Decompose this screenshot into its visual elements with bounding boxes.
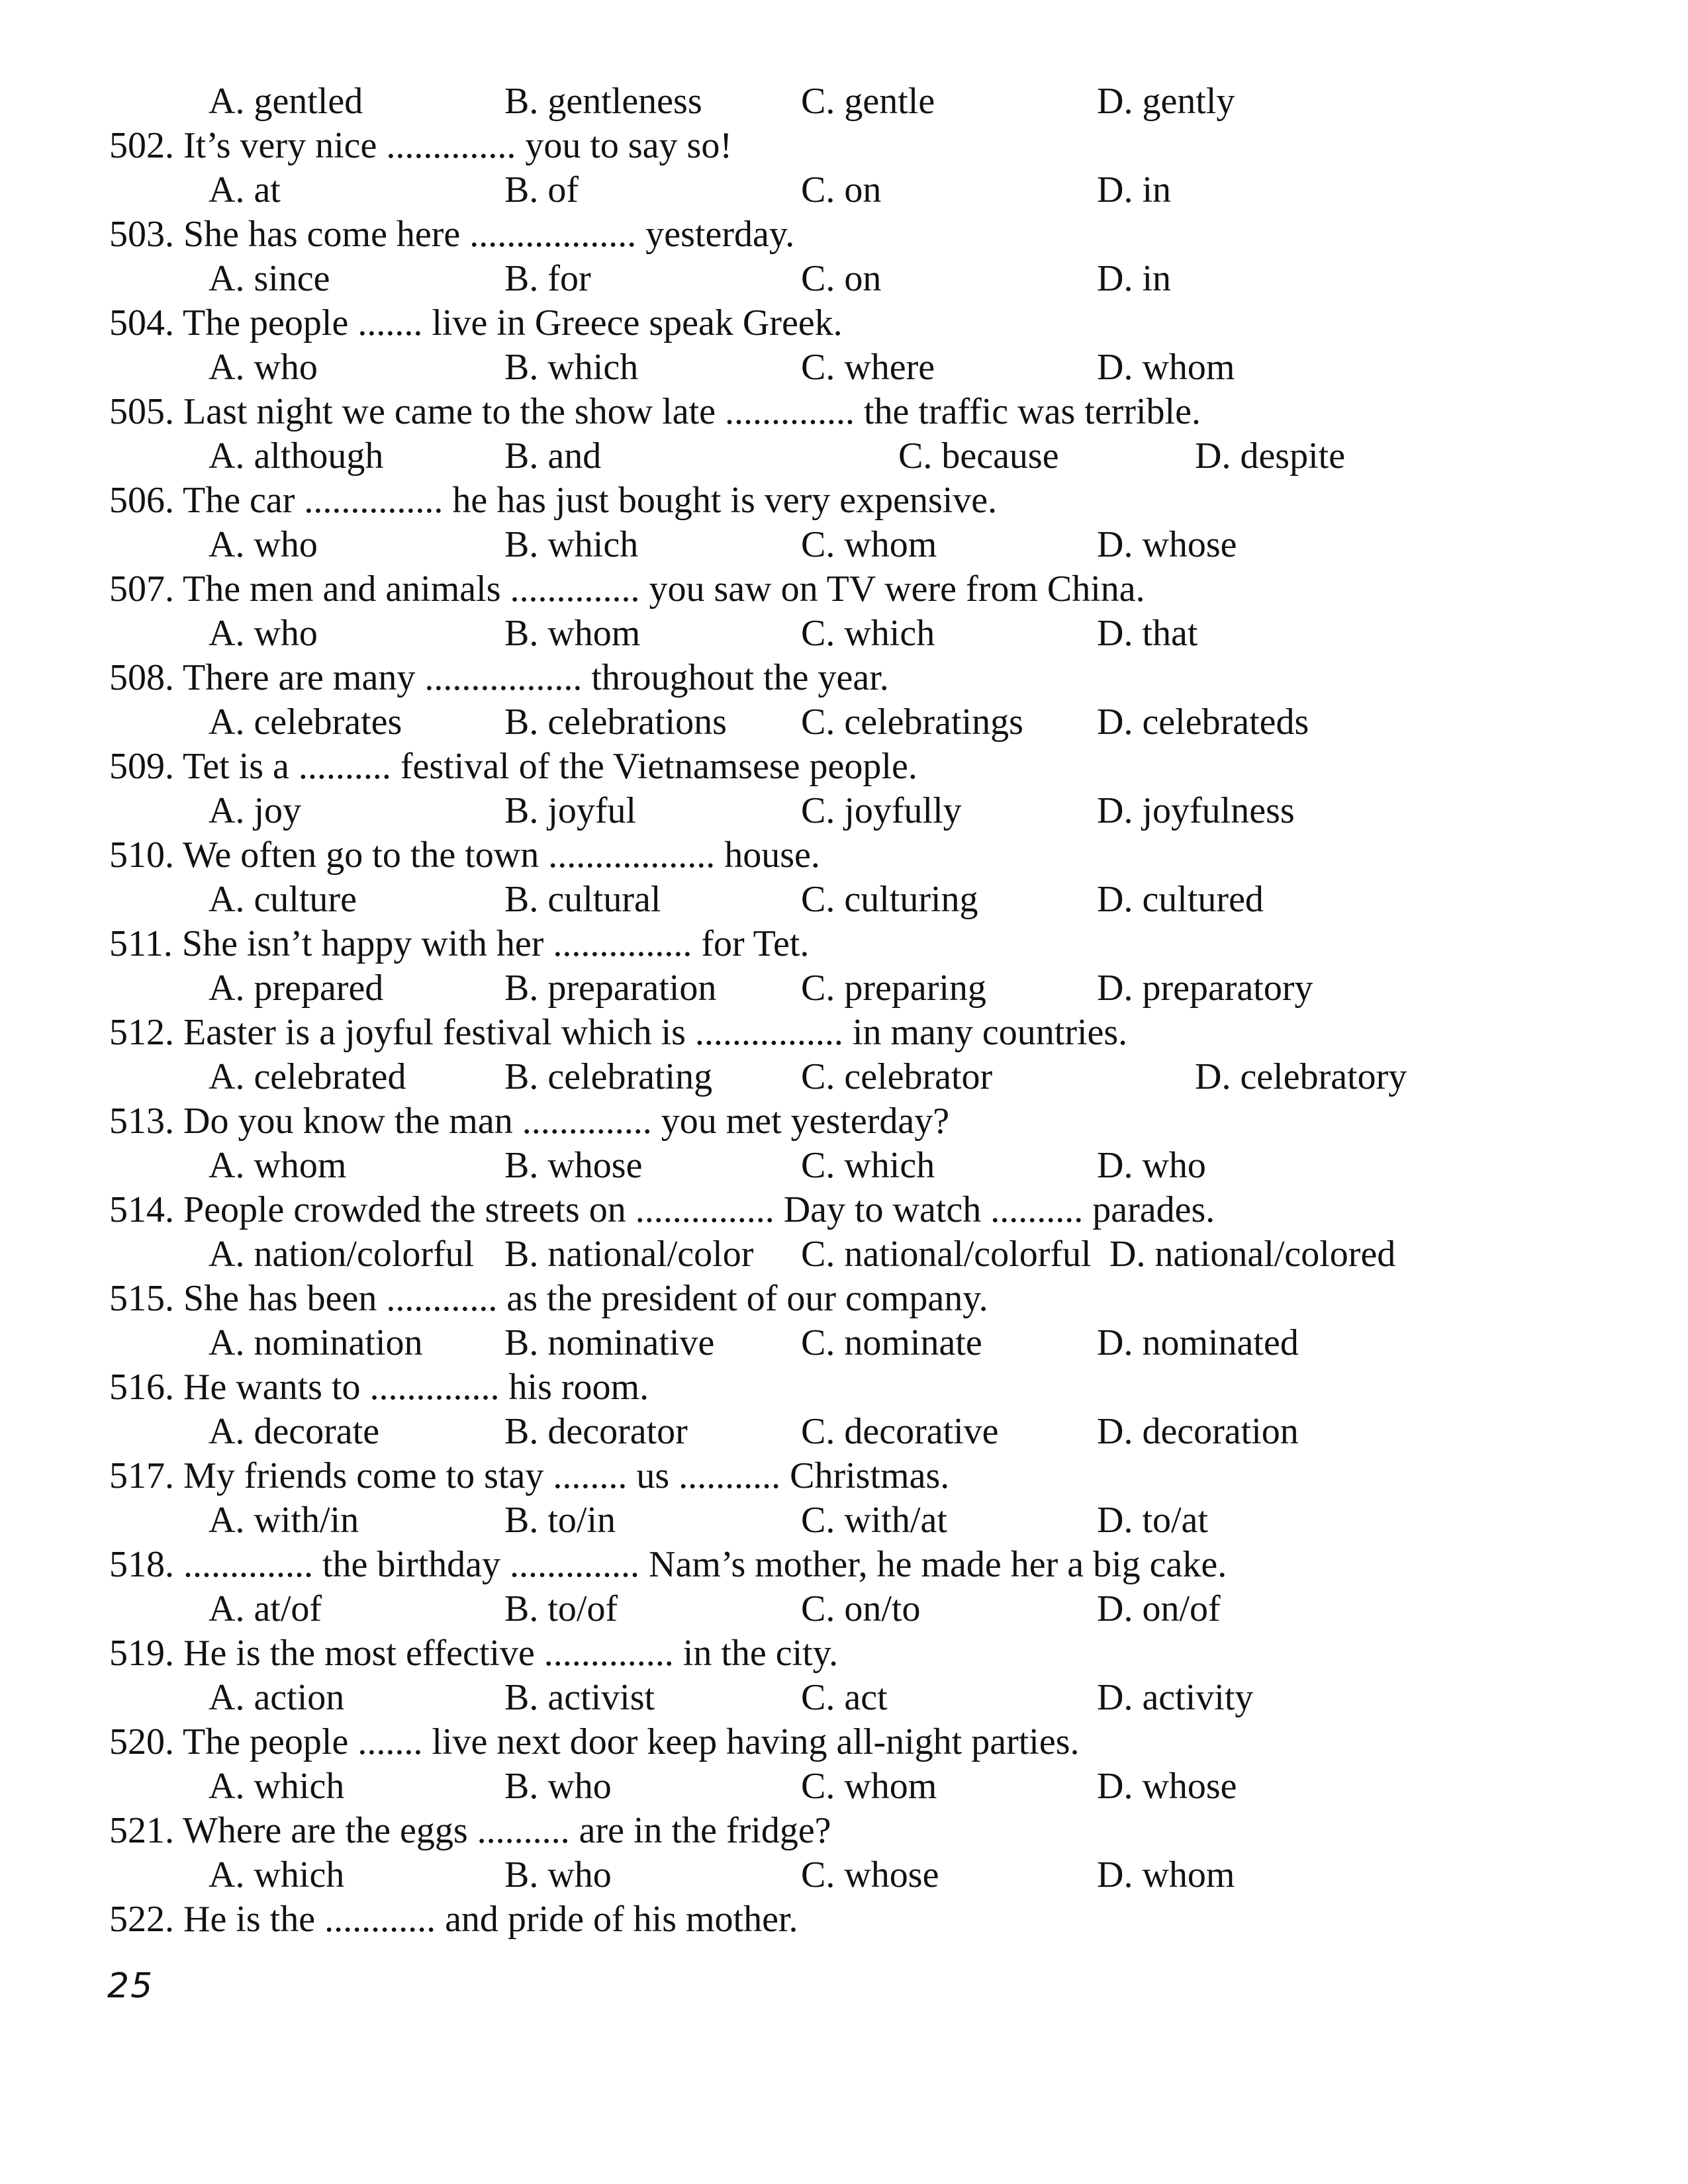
option-b: B. to/in — [504, 1500, 616, 1541]
option-a: A. celebrated — [209, 1056, 406, 1097]
option-b: B. who — [504, 1766, 612, 1807]
option-c: C. celebrator — [801, 1056, 993, 1097]
option-d: D. that — [1097, 613, 1198, 654]
option-d: D. joyfulness — [1097, 790, 1295, 831]
option-b: B. joyful — [504, 790, 637, 831]
question-text: 508. There are many ................. throughout the year. — [109, 657, 889, 698]
option-a: A. which — [209, 1854, 345, 1895]
option-c: C. joyfully — [801, 790, 962, 831]
option-a: A. celebrates — [209, 702, 402, 743]
question-text: 516. He wants to .............. his room. — [109, 1367, 649, 1408]
question-text: 514. People crowded the streets on ............... Day to watch .......... parades. — [109, 1189, 1215, 1230]
option-a: A. gentled — [209, 81, 363, 122]
option-c: C. because — [898, 435, 1059, 477]
option-a: A. who — [209, 524, 318, 565]
option-d: D. to/at — [1097, 1500, 1208, 1541]
option-c: C. which — [801, 613, 935, 654]
option-b: B. nominative — [504, 1322, 715, 1363]
option-b: B. celebrating — [504, 1056, 713, 1097]
option-d: D. activity — [1097, 1677, 1254, 1718]
question-text: 515. She has been ............ as the president of our company. — [109, 1278, 988, 1319]
option-c: C. whom — [801, 524, 937, 565]
option-a: A. culture — [209, 879, 357, 920]
option-b: B. which — [504, 347, 639, 388]
option-c: C. with/at — [801, 1500, 947, 1541]
option-d: D. cultured — [1097, 879, 1264, 920]
option-b: B. whose — [504, 1145, 643, 1186]
option-d: D. celebratory — [1195, 1056, 1407, 1097]
option-a: A. decorate — [209, 1411, 380, 1452]
option-d: D. nominated — [1097, 1322, 1299, 1363]
question-text: 504. The people ....... live in Greece speak Greek. — [109, 302, 843, 343]
question-text: 503. She has come here .................. yesterday. — [109, 214, 795, 255]
option-b: B. gentleness — [504, 81, 702, 122]
option-a: A. with/in — [209, 1500, 359, 1541]
option-d: D. in — [1097, 169, 1171, 210]
option-c: C. culturing — [801, 879, 978, 920]
option-b: B. of — [504, 169, 579, 210]
option-d: D. whose — [1097, 524, 1237, 565]
option-d: D. who — [1097, 1145, 1206, 1186]
option-d: D. whom — [1097, 1854, 1235, 1895]
option-c: C. whom — [801, 1766, 937, 1807]
option-c: C. on — [801, 258, 882, 299]
option-a: A. whom — [209, 1145, 347, 1186]
option-b: B. preparation — [504, 968, 717, 1009]
option-b: B. and — [504, 435, 602, 477]
question-text: 519. He is the most effective .............. in the city. — [109, 1633, 839, 1674]
option-d: D. on/of — [1097, 1588, 1221, 1629]
option-d: D. whom — [1097, 347, 1235, 388]
question-text: 520. The people ....... live next door keep having all-night parties. — [109, 1721, 1080, 1762]
option-b: B. whom — [504, 613, 641, 654]
option-d: D. celebrateds — [1097, 702, 1309, 743]
option-d: D. in — [1097, 258, 1171, 299]
option-c: C. on — [801, 169, 882, 210]
option-b: B. cultural — [504, 879, 661, 920]
option-d: D. whose — [1097, 1766, 1237, 1807]
option-a: A. since — [209, 258, 330, 299]
question-text: 510. We often go to the town .................. house. — [109, 835, 820, 876]
option-c: C. celebratings — [801, 702, 1023, 743]
question-text: 509. Tet is a .......... festival of the Vietnamsese people. — [109, 746, 917, 787]
option-c: C. which — [801, 1145, 935, 1186]
option-a: A. prepared — [209, 968, 384, 1009]
option-b: B. celebrations — [504, 702, 727, 743]
option-a: A. which — [209, 1766, 345, 1807]
option-c: C. where — [801, 347, 935, 388]
question-text: 518. .............. the birthday .............. Nam’s mother, he made her a big cake. — [109, 1544, 1227, 1585]
option-a: A. action — [209, 1677, 345, 1718]
question-text: 517. My friends come to stay ........ us ........... Christmas. — [109, 1455, 950, 1496]
option-d: D. preparatory — [1097, 968, 1313, 1009]
question-text: 506. The car ............... he has just bought is very expensive. — [109, 480, 998, 521]
option-a: A. at/of — [209, 1588, 322, 1629]
option-d: D. despite — [1195, 435, 1346, 477]
option-c: C. whose — [801, 1854, 939, 1895]
option-a: A. nomination — [209, 1322, 423, 1363]
option-d: D. national/colored — [1109, 1234, 1396, 1275]
option-a: A. who — [209, 613, 318, 654]
question-text: 505. Last night we came to the show late .............. the traffic was terrible. — [109, 391, 1201, 432]
option-c: C. gentle — [801, 81, 935, 122]
question-text: 521. Where are the eggs .......... are in the fridge? — [109, 1810, 831, 1851]
option-b: B. for — [504, 258, 591, 299]
option-a: A. although — [209, 435, 384, 477]
option-a: A. who — [209, 347, 318, 388]
option-c: C. nominate — [801, 1322, 982, 1363]
option-c: C. on/to — [801, 1588, 921, 1629]
option-c: C. decorative — [801, 1411, 999, 1452]
option-b: B. decorator — [504, 1411, 688, 1452]
option-a: A. nation/colorful — [209, 1234, 475, 1275]
option-b: B. who — [504, 1854, 612, 1895]
option-c: C. preparing — [801, 968, 986, 1009]
option-c: C. national/colorful — [801, 1234, 1092, 1275]
option-b: B. activist — [504, 1677, 655, 1718]
question-text: 502. It’s very nice .............. you to say so! — [109, 125, 732, 166]
option-d: D. gently — [1097, 81, 1235, 122]
option-a: A. at — [209, 169, 281, 210]
option-b: B. to/of — [504, 1588, 618, 1629]
option-c: C. act — [801, 1677, 888, 1718]
question-text: 513. Do you know the man .............. you met yesterday? — [109, 1101, 950, 1142]
page-number: 25 — [107, 1966, 154, 2006]
question-text: 507. The men and animals .............. you saw on TV were from China. — [109, 569, 1145, 610]
option-b: B. national/color — [504, 1234, 754, 1275]
option-b: B. which — [504, 524, 639, 565]
question-text: 522. He is the ............ and pride of his mother. — [109, 1899, 798, 1940]
question-text: 512. Easter is a joyful festival which is ................ in many countries. — [109, 1012, 1128, 1053]
option-d: D. decoration — [1097, 1411, 1299, 1452]
question-text: 511. She isn’t happy with her ............... for Tet. — [109, 923, 810, 964]
option-a: A. joy — [209, 790, 301, 831]
